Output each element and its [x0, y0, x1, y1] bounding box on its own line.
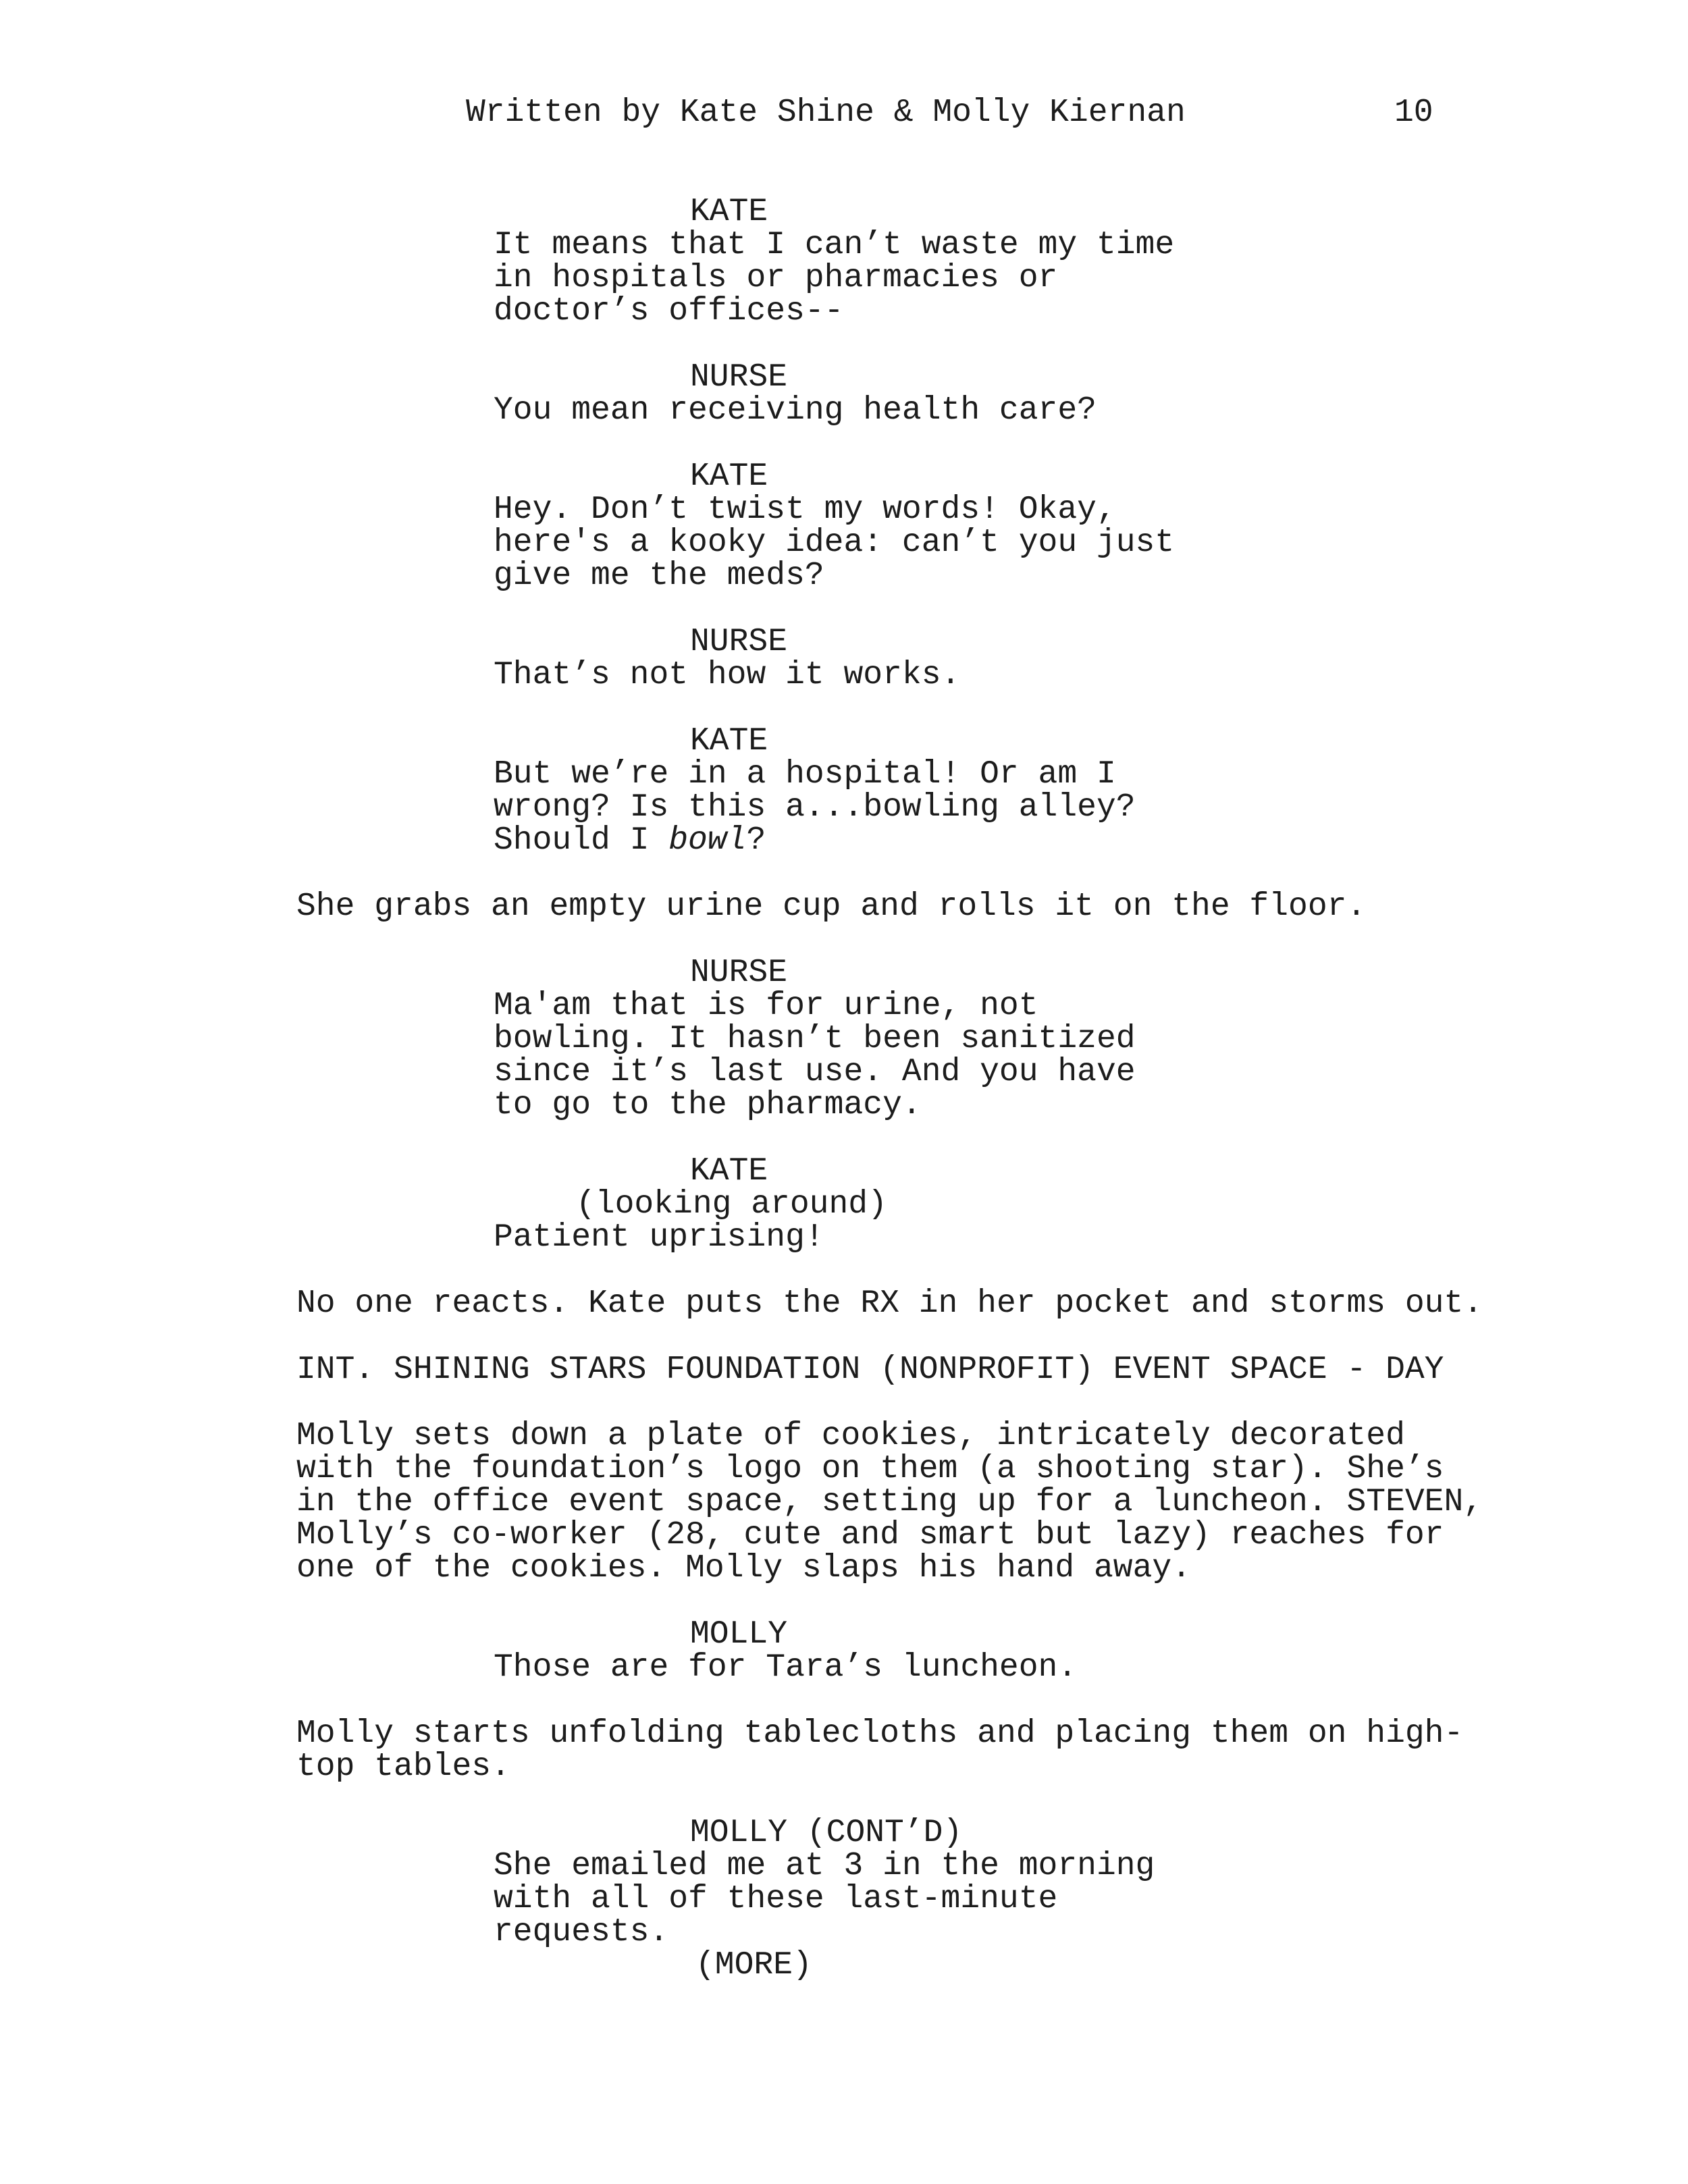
character-name: KATE: [690, 458, 768, 495]
dialogue-line: Hey. Don’t twist my words! Okay,: [494, 491, 1116, 528]
action-line: one of the cookies. Molly slaps his hand away.: [296, 1550, 1192, 1587]
character-name: KATE: [690, 194, 768, 230]
dialogue-line: doctor’s offices--: [494, 293, 844, 329]
action-line: Molly sets down a plate of cookies, intricately decorated: [296, 1418, 1405, 1454]
more-marker: (MORE): [695, 1947, 812, 1983]
dialogue-line: requests.: [494, 1914, 669, 1950]
dialogue-line: It means that I can’t waste my time: [494, 227, 1175, 263]
action-line: with the foundation’s logo on them (a shooting star). She’s: [296, 1451, 1444, 1487]
character-name: NURSE: [690, 955, 788, 991]
dialogue-line: in hospitals or pharmacies or: [494, 260, 1058, 296]
character-name: NURSE: [690, 359, 788, 396]
scene-heading: INT. SHINING STARS FOUNDATION (NONPROFIT) EVENT SPACE - DAY: [296, 1352, 1444, 1388]
dialogue-line: to go to the pharmacy.: [494, 1087, 922, 1123]
dialogue-line: But we’re in a hospital! Or am I: [494, 756, 1116, 793]
parenthetical: (looking around): [576, 1186, 887, 1223]
dialogue-line: Those are for Tara’s luncheon.: [494, 1649, 1078, 1686]
dialogue-line: [494, 824, 766, 857]
action-line: Molly’s co-worker (28, cute and smart but lazy) reaches for: [296, 1517, 1444, 1553]
dialogue-text: Should I: [494, 822, 669, 859]
character-name: KATE: [690, 1153, 768, 1190]
character-name: MOLLY: [690, 1616, 788, 1653]
dialogue-line: with all of these last-minute: [494, 1881, 1058, 1917]
dialogue-line: That’s not how it works.: [494, 657, 961, 693]
dialogue-line: Patient uprising!: [494, 1219, 824, 1256]
action-line: She grabs an empty urine cup and rolls it on the floor.: [296, 888, 1367, 925]
character-name: NURSE: [690, 624, 788, 660]
page-number: 10: [1394, 95, 1433, 131]
action-line: top tables.: [296, 1749, 510, 1785]
dialogue-line: since it’s last use. And you have: [494, 1054, 1136, 1090]
dialogue-text: ?: [746, 822, 766, 859]
dialogue-line: wrong? Is this a...bowling alley?: [494, 789, 1136, 826]
dialogue-line: She emailed me at 3 in the morning: [494, 1848, 1155, 1884]
emphasized-word: bowl: [668, 822, 747, 859]
header-title: Written by Kate Shine & Molly Kiernan: [466, 95, 1186, 131]
dialogue-line: Ma'am that is for urine, not: [494, 988, 1038, 1024]
dialogue-line: give me the meds?: [494, 558, 824, 594]
character-name: MOLLY (CONT’D): [690, 1815, 963, 1851]
action-line: No one reacts. Kate puts the RX in her pocket and storms out.: [296, 1285, 1483, 1322]
dialogue-line: bowling. It hasn’t been sanitized: [494, 1021, 1136, 1057]
action-line: in the office event space, setting up for a luncheon. STEVEN,: [296, 1484, 1483, 1520]
dialogue-line: You mean receiving health care?: [494, 392, 1097, 429]
character-name: KATE: [690, 723, 768, 760]
dialogue-line: here's a kooky idea: can’t you just: [494, 525, 1175, 561]
action-line: Molly starts unfolding tablecloths and placing them on high-: [296, 1715, 1464, 1752]
